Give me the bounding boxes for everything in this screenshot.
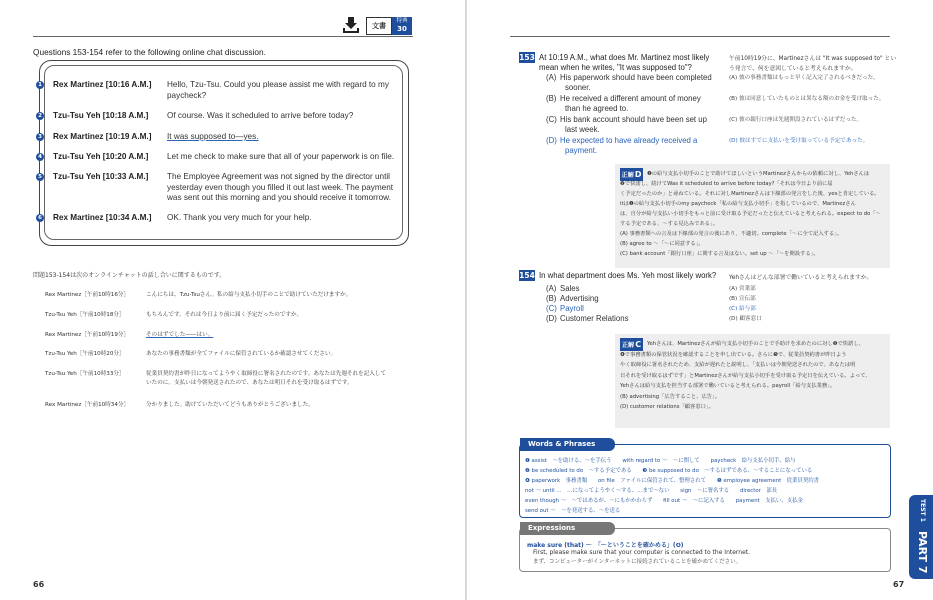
option-154-jp: (B) 宣伝部 <box>729 296 756 302</box>
question-153-text: mean when he writes, "It was supposed to"? <box>539 63 692 72</box>
expressions-title: Expressions <box>520 522 615 535</box>
explanation-154-line: 日それを受け取るはずです」とMartinezさんが給与支払小切手を受け取る予定日を伝えている。よって、 <box>620 372 871 379</box>
chat-sender: Rex Martinez [10:34 A.M.] <box>53 213 152 222</box>
expressions-example-jp: まず、コンピューターがインターネットに接続されていることを確かめてください。 <box>533 559 742 565</box>
doc-header <box>342 15 414 35</box>
option-154-text: Customer Relations <box>560 314 629 323</box>
jp-chat-sender: Rex Martinez［午前10時16分］ <box>45 292 130 298</box>
explanation-153-line: itは❶の給与支払小切手のmy paycheck「私の給与支払小切手」を指しているので、Martinezさん <box>620 201 856 207</box>
chat-num-circle: 3 <box>36 133 44 141</box>
jp-chat-line: こんにちは、Tzu-Tsuさん。私の給与支払小切手のことで助けていただけますか。 <box>146 292 352 298</box>
jp-chat-sender: Rex Martinez［午前10時19分］ <box>45 332 130 338</box>
word-phrase-line: ❷ be scheduled to do ～する予定である ❸ be supposed to do ～するはずである、～することになっている <box>525 468 813 474</box>
option-154-label: (C) <box>546 304 557 313</box>
option-154-label: (B) <box>546 294 557 303</box>
chat-message-line: Of course. Was it scheduled to arrive before today? <box>167 111 354 120</box>
jp-chat-sender: Tzu-Tsu Yeh［午前10時33分］ <box>45 371 125 377</box>
question-153-number: 153 <box>519 53 535 62</box>
explanation-153-line: ❶の給与支払小切手のことで助けてほしいというMartinezさんからの依頼に対し、Yehさんは <box>647 171 870 177</box>
chat-num-circle: 2 <box>36 112 44 120</box>
chat-message-line: Hello, Tzu-Tsu. Could you please assist me with regard to my <box>167 80 389 89</box>
tokuten-number: 30 <box>397 25 407 33</box>
explanation-153-line: ❷で快諾し、続けてWas it scheduled to arrive before today?「それは今日より前に届 <box>620 181 833 187</box>
jp-chat-line: いたのに。支払いは今朝発送されたので、あなたは明日それを受け取るはずです。 <box>146 380 353 386</box>
chat-message-line: paycheck? <box>167 90 207 100</box>
option-153-text: His bank account should have been set up <box>560 115 707 124</box>
explanation-154-line: Yehさんは給与支払を担当する部署で働いていると考えられる。payroll「給与支払業務」。 <box>620 383 836 389</box>
question-154-text: In what department does Ms. Yeh most likely work? <box>539 271 717 280</box>
option-153-label: (B) <box>546 94 557 103</box>
question-154-number: 154 <box>519 271 535 280</box>
page-number-left: 66 <box>33 580 45 589</box>
left-page <box>0 0 465 600</box>
chat-num-circle: 4 <box>36 153 44 161</box>
question-intro: Questions 153-154 refer to the following online chat discussion. <box>33 47 266 57</box>
side-tab <box>909 495 933 579</box>
chat-sender: Tzu-Tsu Yeh [10:20 A.M.] <box>53 152 149 161</box>
explanation-153-line: する予定である、～する見込みである」。 <box>620 221 718 227</box>
chat-num-circle: 1 <box>36 81 44 89</box>
doc-label: 文書 <box>366 17 392 35</box>
explanation-154-line: やく取締役に署名されたため、支給が遅れたと説明し、「支払いは今朝発送されたので、あなたは明 <box>620 362 856 368</box>
option-153-jp: (C) 彼の銀行口座は先週開設されているはずだった。 <box>729 117 863 123</box>
jp-chat-line: そのはずでした――はい。 <box>146 332 214 338</box>
explanation-153-line: く予定だったのか」と尋ねている。それに対しMartinezさんは下線部の発言をした後、yesと肯定している。 <box>620 191 880 197</box>
word-phrase-line: even though ～ ～ではあるが、～にもかかわらず fill out ～ ～に記入する payment 支払い、支払金 <box>525 498 803 504</box>
explanation-153-line: は、自分が給与支払い小切手をもっと前に受け取る予定だったと伝えていると考えられる。expect to do「～ <box>620 211 881 217</box>
option-153-text: He expected to have already received a <box>560 136 698 145</box>
answer-label-153: 正解 <box>621 172 634 179</box>
option-154-label: (D) <box>546 314 557 323</box>
answer-label-154: 正解 <box>621 342 635 349</box>
chat-message-line: The Employee Agreement was not signed by the director until <box>167 172 391 181</box>
chat-num-circle: 5 <box>36 173 44 181</box>
answer-letter-154: C <box>635 340 642 349</box>
option-154-label: (A) <box>546 284 557 293</box>
chat-sender: Tzu-Tsu Yeh [10:33 A.M.] <box>53 172 149 181</box>
word-phrase-line: ❹ paperwork 事務書類 on file ファイルに保管されて、整理されて ❺ employee agreement 従業員契約書 <box>525 478 820 484</box>
option-154-text: Sales <box>560 284 580 293</box>
explanation-153-line: (C) bank account「銀行口座」に関する言及はない。set up ～「～を開設する」。 <box>620 251 819 257</box>
option-154-text: Payroll <box>560 304 584 313</box>
jp-chat-line: あなたの事務書類が全てファイルに保管されているか確認させてください。 <box>146 351 337 357</box>
chat-message-line: OK. Thank you very much for your help. <box>167 213 312 222</box>
side-tab-test: TEST 1 <box>919 499 926 522</box>
chat-sender: Rex Martinez [10:16 A.M.] <box>53 80 152 89</box>
question-153-jp: 午前10時19分に、Martinezさんは "It was supposed to" とい <box>729 56 897 62</box>
explanation-153-line: (A) 事務書類への言及は下線部の発言の後にあり、不適切。complete「～に全て記入する」。 <box>620 231 843 237</box>
word-phrase-line: ❶ assist ～を助ける、～を手伝う with regard to ～ ～に関して paycheck 給与支払小切手、給与 <box>525 458 796 464</box>
option-153-jp: (D) 彼はすでに支払いを受け取っている予定であった。 <box>729 138 869 144</box>
option-153-text: payment. <box>565 146 598 155</box>
question-153-text: At 10:19 A.M., what does Mr. Martinez most likely <box>539 53 710 62</box>
chat-sender: Tzu-Tsu Yeh [10:18 A.M.] <box>53 111 149 120</box>
explanation-154-line: (B) advertising「広告すること、広告」。 <box>620 393 721 400</box>
option-153-label: (A) <box>546 73 557 82</box>
option-153-jp: (B) 彼は同意していたものとは異なる額のお金を受け取った。 <box>729 96 885 102</box>
option-153-text: He received a different amount of money <box>560 94 701 103</box>
jp-chat-sender: Tzu-Tsu Yeh［午前10時20分］ <box>45 351 125 357</box>
option-154-jp: (C) 給与部 <box>729 306 756 312</box>
right-page <box>467 0 933 600</box>
option-153-label: (D) <box>546 136 557 145</box>
chat-message-line: Let me check to make sure that all of your paperwork is on file. <box>167 152 395 161</box>
option-153-text: sooner. <box>565 83 591 92</box>
expressions-head: make sure (that) ～ 「～ということを確かめる」(❹) <box>527 542 684 549</box>
jp-chat-sender: Tzu-Tsu Yeh［午前10時18分］ <box>45 312 125 318</box>
tokuten-label: 特典 <box>396 18 408 24</box>
tokuten-badge <box>392 17 412 35</box>
side-tab-text <box>910 499 932 575</box>
jp-chat-line: 分かりました。助けていただいてどうもありがとうございました。 <box>146 402 314 408</box>
word-phrase-line: not ～ until … …になってようやく～する、…まで～ない sign ～に署名する director 部長 <box>525 488 778 494</box>
jp-chat-line: もちろんです。それは今日より前に届く予定だったのですか。 <box>146 312 303 318</box>
option-153-text: than he agreed to. <box>565 104 629 113</box>
chat-num-circle: 6 <box>36 214 44 222</box>
chat-sender: Rex Martinez [10:19 A.M.] <box>53 132 152 141</box>
chat-message-line: yesterday even though you filled it out last week. The payment <box>167 182 394 192</box>
option-153-text: last week. <box>565 125 600 134</box>
option-154-jp: (A) 営業部 <box>729 286 756 292</box>
option-154-jp: (D) 顧客窓口 <box>729 316 762 322</box>
chat-message-line: It was supposed to—yes. <box>167 132 259 141</box>
jp-chat-sender: Rex Martinez［午前10時34分］ <box>45 402 130 408</box>
answer-letter-153: D <box>634 170 642 179</box>
jp-chat-line: 従業員契約書が昨日になってようやく取締役に署名されたのです。あなたは先週それを記入して <box>146 371 387 377</box>
chat-message-line: was sent out this morning and you should receive it tomorrow. <box>167 193 391 202</box>
explanation-153-line: (B) agree to ～「～に同意する」。 <box>620 241 704 247</box>
question-153-jp: う発言で、何を意図していると考えられますか。 <box>729 66 857 72</box>
explanation-154-line: Yehさんは、Martinezさんが給与支払小切手のことで手助けを求めたのに対し❷で快諾し、 <box>647 341 864 347</box>
words-phrases-title: Words & Phrases <box>520 438 615 451</box>
option-153-jp: (A) 彼の事務書類はもっと早く記入完了されるべきだった。 <box>729 75 879 81</box>
word-phrase-line: send out ～ ～を発送する、～を送る <box>525 508 621 514</box>
header-rule <box>33 36 413 37</box>
jp-intro: 問題153-154は次のオンラインチャットの話し合いに関するものです。 <box>33 272 226 279</box>
option-153-label: (C) <box>546 115 557 124</box>
question-154-jp: Yehさんはどんな部署で働いていると考えられますか。 <box>729 275 873 281</box>
option-154-text: Advertising <box>560 294 599 303</box>
download-icon <box>342 16 360 34</box>
option-153-text: His paperwork should have been completed <box>560 73 712 82</box>
expressions-example: First, please make sure that your computer is connected to the Internet. <box>533 549 751 556</box>
page-number-right: 67 <box>893 580 905 589</box>
header-rule-right <box>510 36 890 37</box>
explanation-154-line: (D) customer relations「顧客窓口」。 <box>620 404 714 410</box>
side-tab-part: PART 7 <box>916 531 929 574</box>
explanation-154-line: ❹で事務書類の保管状況を確認することを申し出ている。さらに❺で、従業員契約書が昨日よう <box>620 351 847 358</box>
